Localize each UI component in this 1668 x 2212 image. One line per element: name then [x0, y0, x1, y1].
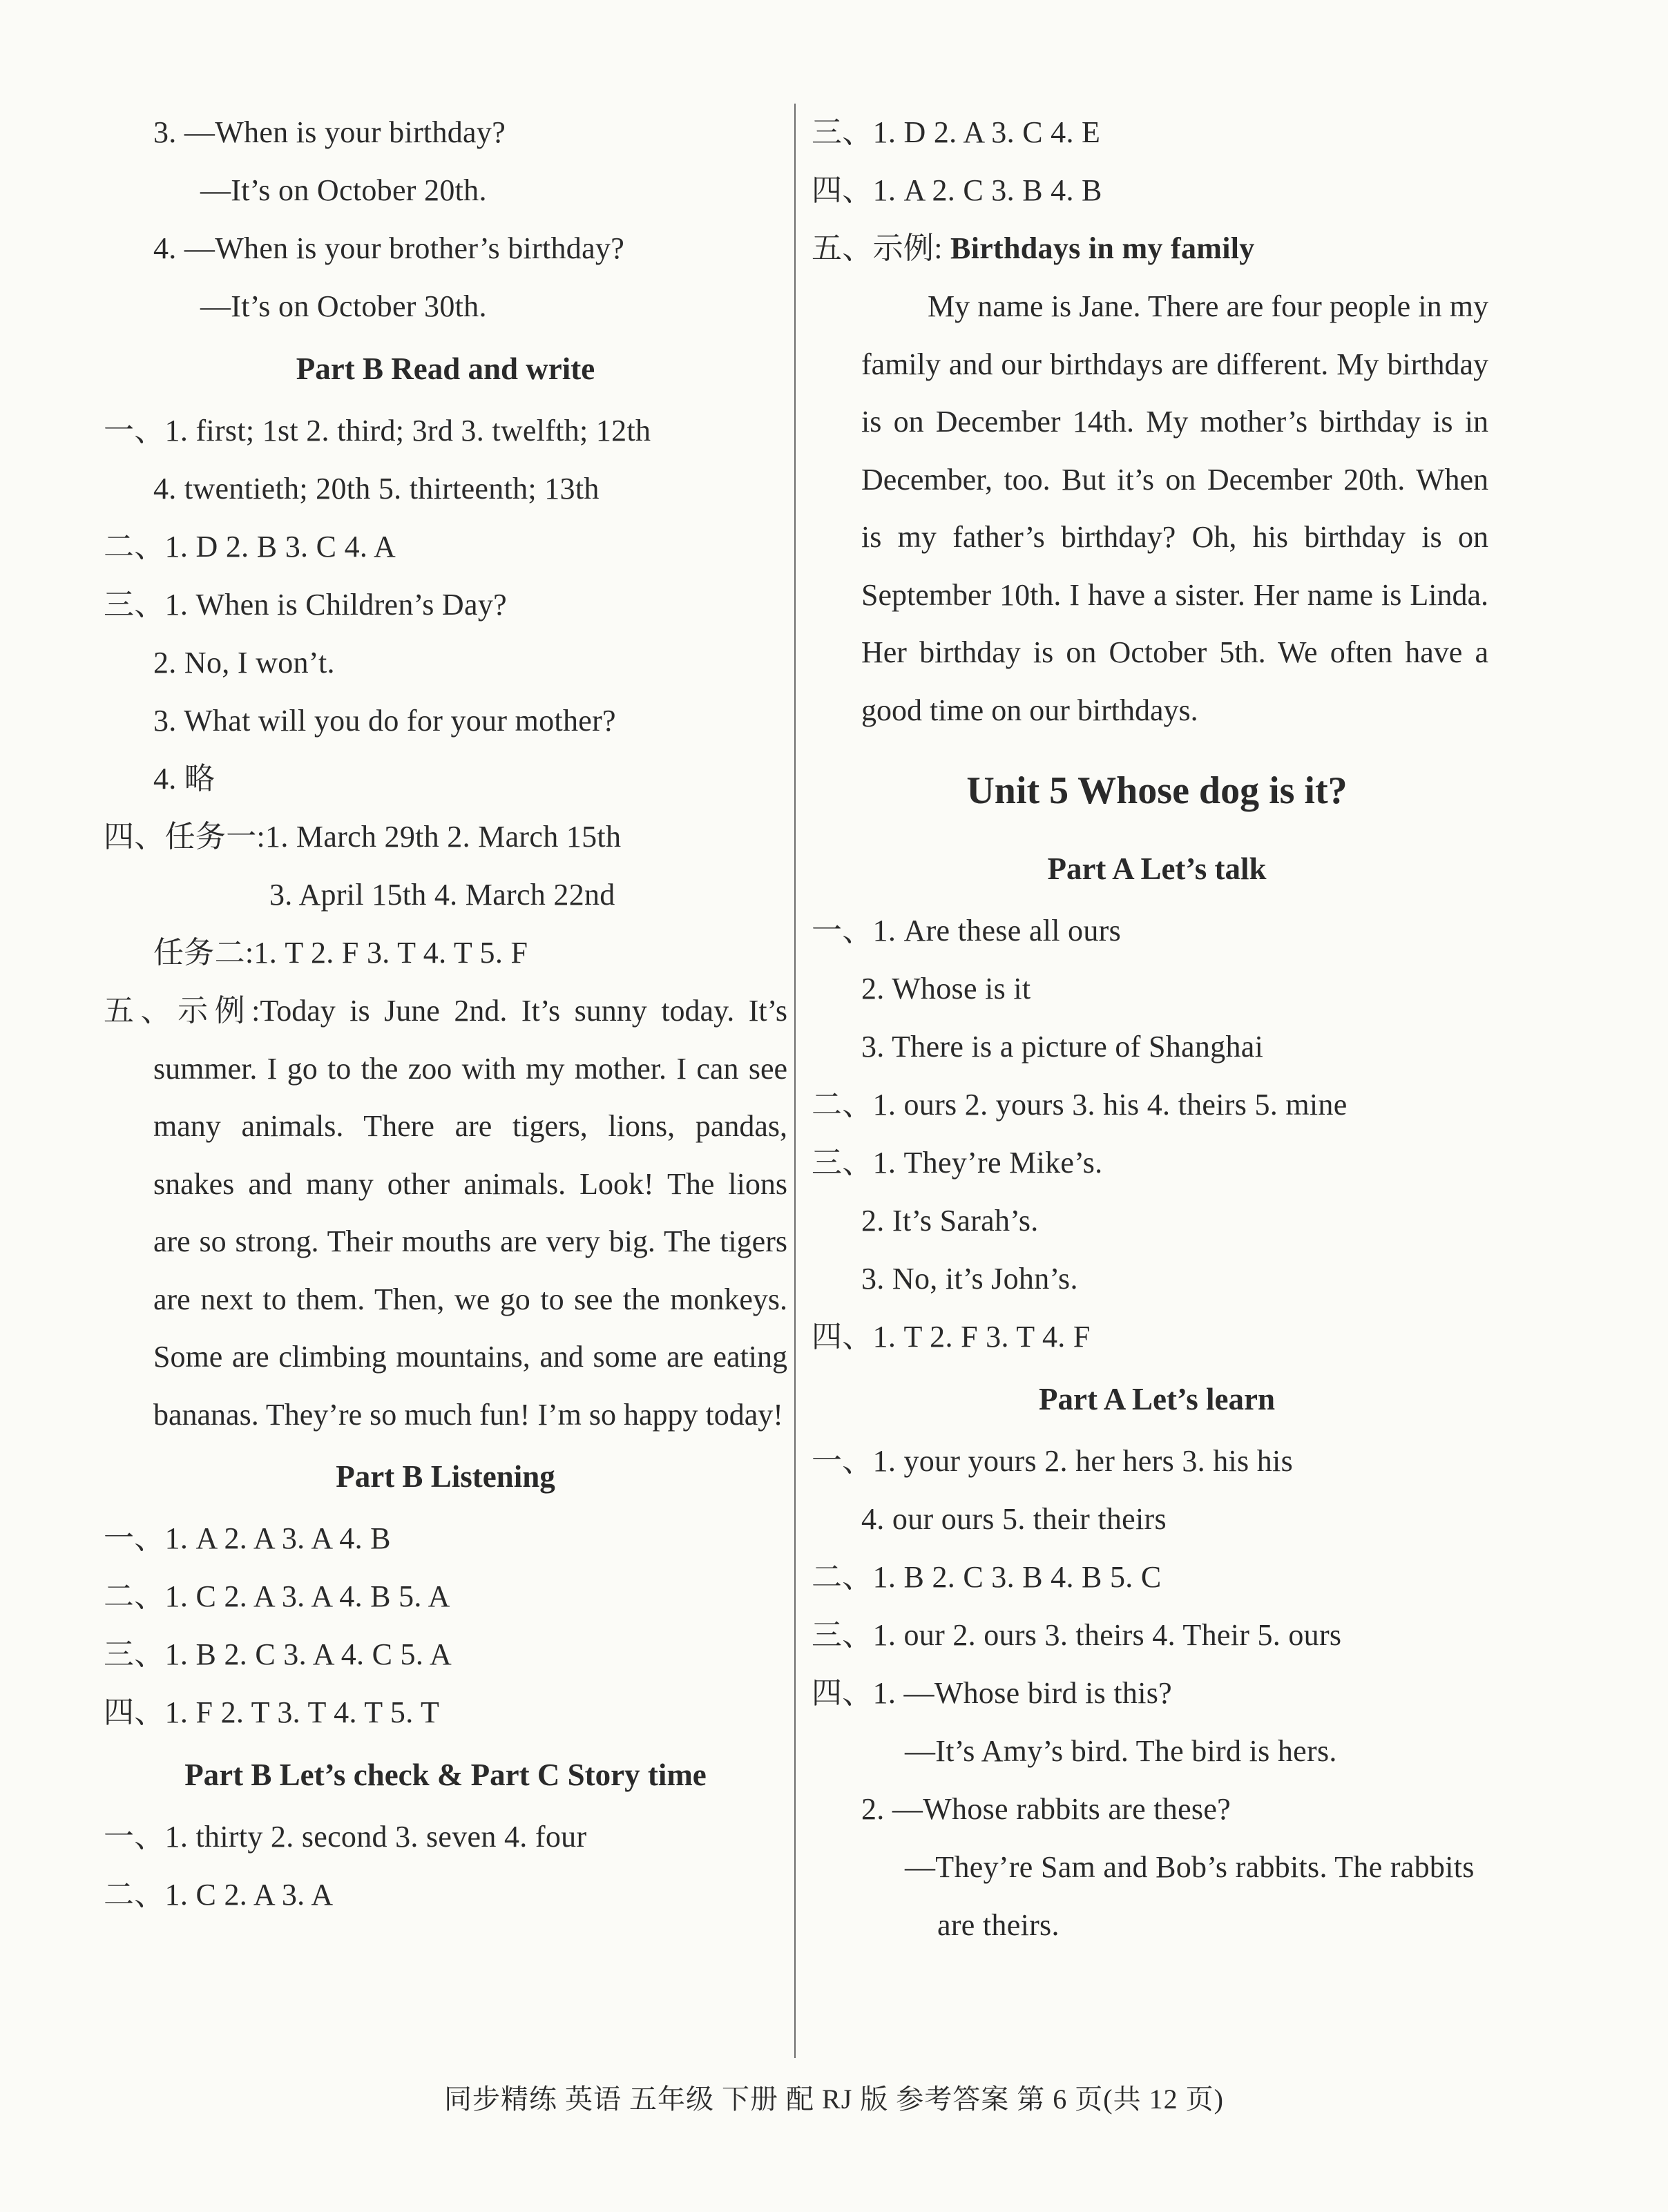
answer-line: 二、1. ours 2. yours 3. his 4. theirs 5. mine [812, 1088, 1348, 1122]
answer-line: 二、1. B 2. C 3. B 4. B 5. C [812, 1560, 1162, 1594]
answer-line: 四、1. T 2. F 3. T 4. F [812, 1320, 1091, 1354]
answer-line: 一、1. A 2. A 3. A 4. B [104, 1521, 391, 1555]
answer-line: 4. 略 [153, 762, 215, 796]
column-divider [794, 104, 796, 2058]
answer-line: 四、1. F 2. T 3. T 4. T 5. T [104, 1695, 440, 1729]
answer-line: 二、1. D 2. B 3. C 4. A [104, 530, 396, 564]
essay-title: Birthdays in my family [950, 231, 1255, 265]
answer-line: —It’s on October 30th. [200, 289, 487, 323]
essay-heading-line [812, 220, 1502, 278]
section-heading: Part B Let’s check & Part C Story time [184, 1758, 707, 1792]
answer-line: 三、1. They’re Mike’s. [812, 1146, 1103, 1180]
answer-line: 2. No, I won’t. [153, 646, 335, 680]
sample-essay [104, 982, 787, 1443]
answer-line: 一、1. first; 1st 2. third; 3rd 3. twelfth; 12th [104, 414, 651, 448]
right-column [812, 104, 1502, 1954]
left-column [104, 104, 787, 1924]
answer-line: 四、任务一:1. March 29th 2. March 15th [104, 820, 622, 854]
unit-title: Unit 5 Whose dog is it? [966, 769, 1348, 812]
section-heading: Part A Let’s talk [1047, 852, 1267, 886]
answer-line: 三、1. our 2. ours 3. theirs 4. Their 5. ours [812, 1618, 1342, 1652]
answer-line: 三、1. D 2. A 3. C 4. E [812, 115, 1101, 149]
essay-label: 五、示例: [104, 994, 260, 1028]
section-heading: Part B Read and write [296, 352, 595, 386]
essay-label: 五、示例: [812, 231, 943, 265]
answer-line: —It’s Amy’s bird. The bird is hers. [905, 1734, 1337, 1768]
page-footer: 同步精练 英语 五年级 下册 配 RJ 版 参考答案 第 6 页(共 12 页) [444, 2084, 1224, 2115]
answer-line: 3. No, it’s John’s. [861, 1262, 1078, 1296]
section-heading: Part A Let’s learn [1038, 1382, 1275, 1416]
answer-line: are theirs. [937, 1908, 1060, 1942]
essay-text: Today is June 2nd. It’s sunny today. It’s summer. I go to the zoo with my mother. I can see many animals. There are tigers, lions, pandas, snakes and many other animals. Look! The lions are so strong. Their mouths are very big. The tigers are next to them. Then, we go to see the monkeys. Some are climbing mountains, and some are eating bananas. They’re so much fun! I’m so happy today! [153, 994, 787, 1432]
answer-line: 3. There is a picture of Shanghai [861, 1030, 1264, 1064]
answer-line: 3. April 15th 4. March 22nd [269, 878, 615, 912]
answer-line: 一、1. your yours 2. her hers 3. his his [812, 1444, 1294, 1478]
answer-line: 二、1. C 2. A 3. A 4. B 5. A [104, 1579, 450, 1613]
answer-line: 一、1. Are these all ours [812, 914, 1122, 948]
answer-line: 三、1. B 2. C 3. A 4. C 5. A [104, 1637, 452, 1671]
answer-line: 四、1. A 2. C 3. B 4. B [812, 173, 1102, 207]
answer-line: —They’re Sam and Bob’s rabbits. The rabbits [905, 1850, 1475, 1884]
answer-line: —It’s on October 20th. [200, 173, 487, 207]
answer-line: 任务二:1. T 2. F 3. T 4. T 5. F [153, 936, 528, 970]
answer-line: 2. Whose is it [861, 972, 1031, 1006]
answer-line: 2. —Whose rabbits are these? [861, 1792, 1231, 1826]
answer-line: 4. —When is your brother’s birthday? [153, 231, 625, 265]
answer-line: 3. —When is your birthday? [153, 115, 506, 149]
answer-line: 一、1. thirty 2. second 3. seven 4. four [104, 1820, 587, 1854]
answer-line: 4. twentieth; 20th 5. thirteenth; 13th [153, 472, 600, 506]
answer-line: 3. What will you do for your mother? [153, 704, 616, 738]
answer-line: 二、1. C 2. A 3. A [104, 1878, 334, 1912]
section-heading: Part B Listening [336, 1459, 555, 1494]
answer-line: 2. It’s Sarah’s. [861, 1204, 1039, 1238]
answer-line: 4. our ours 5. their theirs [861, 1502, 1167, 1536]
answer-line: 四、1. —Whose bird is this? [812, 1676, 1173, 1710]
answer-line: 三、1. When is Children’s Day? [104, 588, 507, 622]
sample-essay-text: My name is Jane. There are four people in my family and our birthdays are different. My birthday is on December 14th. My mother’s birthday is in December, too. But it’s on December 20th. When is my father’s birthday? Oh, his birthday is on September 10th. I have a sister. Her name is Linda. Her birthday is on October 5th. We often have a good time on our birthdays. [861, 289, 1488, 727]
